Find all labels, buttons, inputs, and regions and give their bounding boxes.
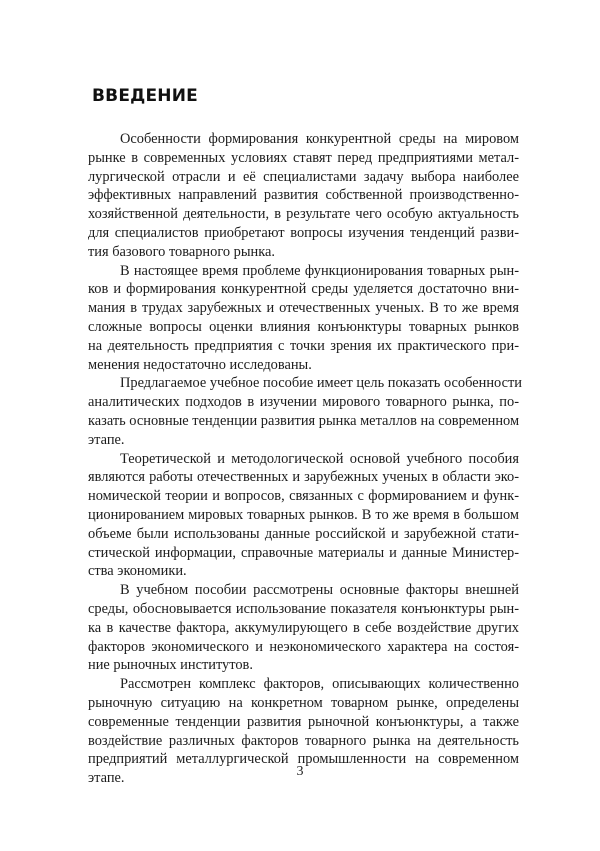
text-line: ства экономики. [88, 563, 187, 580]
text-line: рыночную ситуацию на конкретном товарном рынке, определены [88, 694, 519, 711]
text-line: лургической отрасли и её специалистами задачу выбора наиболее [88, 168, 519, 185]
text-line: среды, обосновывается использование показателя конъюнктуры рын- [88, 600, 519, 617]
text-line: этапе. [88, 431, 125, 448]
text-line: хозяйственной деятельности, в результате чего особую актуальность [88, 206, 519, 223]
text-line: В учебном пособии рассмотрены основные факторы внешней [120, 582, 519, 599]
text-line: рынке в современных условиях ставят перед предприятиями метал- [88, 149, 519, 166]
text-line: сложные вопросы оценки влияния конъюнктуры товарных рынков [88, 318, 519, 335]
text-line: современные тенденции развития рыночной конъюнктуры, а также [88, 713, 519, 730]
text-line: стической информации, справочные материалы и данные Министер- [88, 544, 519, 561]
text-line: для специалистов приобретают вопросы изучения тенденций разви- [88, 224, 519, 241]
text-line: на деятельность предприятия с точки зрения их практического при- [88, 337, 519, 354]
text-line: воздействие различных факторов товарного рынка на деятельность [88, 732, 519, 749]
text-line: эффективных направлений развития собственной производственно- [88, 187, 519, 204]
paragraph [88, 262, 519, 375]
text-line: Теоретической и методологической основой учебного пособия [120, 450, 519, 467]
page-number: 3 [296, 764, 304, 779]
paragraph [88, 130, 519, 262]
text-line: аналитических подходов в изучении мирового товарного рынка, по- [88, 394, 519, 411]
body-text [88, 130, 522, 788]
text-line: менения недостаточно исследованы. [88, 356, 312, 373]
text-line: этапе. [88, 770, 125, 787]
paragraph [88, 374, 522, 449]
text-line: ка в качестве фактора, аккумулирующего в себе воздействие других [88, 619, 519, 636]
text-line: казать основные тенденции развития рынка металлов на современном [88, 412, 520, 429]
text-line: Особенности формирования конкурентной среды на мировом [120, 131, 519, 147]
text-line: Предлагаемое учебное пособие имеет цель показать особенности [120, 375, 522, 392]
text-line: номической теории и вопросов, связанных с формированием и функ- [88, 488, 519, 505]
text-line: ние рыночных институтов. [88, 657, 253, 674]
text-line: факторов экономического и неэкономического характера на состоя- [88, 638, 519, 655]
paragraph [88, 450, 519, 582]
text-line: ционированием мировых товарных рынков. В то же время в большом [88, 506, 519, 523]
paragraph [88, 581, 519, 675]
page-title: ВВЕДЕНИЕ [92, 86, 198, 106]
text-line: предприятий металлургической промышленности на современном [88, 751, 519, 768]
text-line: являются работы отечественных и зарубежных ученых в области эко- [88, 469, 519, 486]
text-line: ков и формирования конкурентной среды уделяется достаточно вни- [88, 281, 519, 298]
text-line: мания в трудах зарубежных и отечественных ученых. В то же время [88, 300, 519, 317]
text-line: тия базового товарного рынка. [88, 243, 275, 260]
text-line: В настоящее время проблеме функционирования товарных рын- [120, 262, 519, 279]
text-line: объеме были использованы данные российской и зарубежной стати- [88, 525, 519, 542]
text-line: Рассмотрен комплекс факторов, описывающих количественно [120, 676, 519, 693]
